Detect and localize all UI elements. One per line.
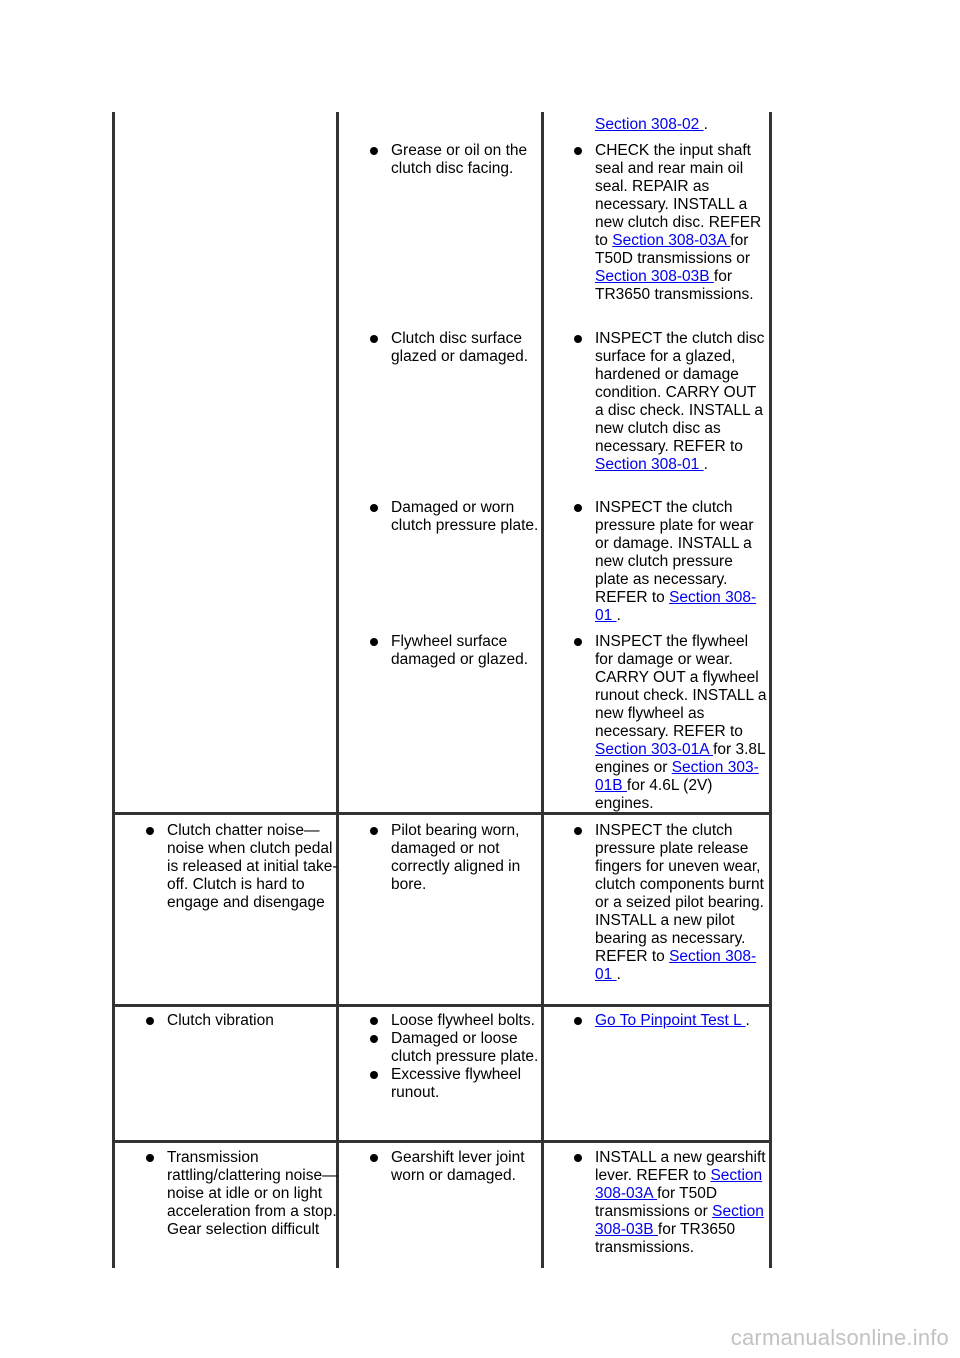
cell-text: Loose flywheel bolts. [391,1012,535,1029]
actions-list-item [566,142,769,304]
causes-list-item [362,1030,540,1066]
causes-list-item [362,1066,540,1102]
causes-list [362,822,540,894]
symptom-list-item [138,822,338,912]
section-link[interactable]: Section 308-02 [595,116,704,133]
section-link[interactable]: Section 308-01 [595,948,757,983]
cell-text: for T50D transmissions or [595,232,751,267]
cell-actions [566,330,769,474]
cell-text: Grease or oil on the clutch disc facing. [391,142,528,177]
table-border-left [112,112,115,1268]
causes-list [362,1012,540,1102]
cell-text: for TR3650 transmissions. [595,1221,736,1256]
cell-causes [362,1149,540,1185]
cell-symptom [138,1149,338,1239]
causes-list-item [362,1012,540,1030]
cell-actions [566,116,769,134]
cell-text: . [703,116,708,133]
cell-actions [566,1149,769,1257]
cell-actions [566,1012,769,1030]
bullet-icon [370,1035,378,1043]
cell-causes [362,142,540,178]
section-link[interactable]: Section 308-01 [595,589,757,624]
section-link[interactable]: Section 308-01 [595,456,704,473]
section-link[interactable]: Section 308-03B [595,1203,764,1238]
cell-actions [566,633,769,813]
cell-text: Gearshift lever joint worn or damaged. [391,1149,525,1184]
bullet-icon [146,1154,154,1162]
cell-causes [362,822,540,894]
bullet-icon [370,1017,378,1025]
actions-list [566,499,769,625]
bullet-icon [574,1154,582,1162]
actions-list-item [566,633,769,813]
bullet-icon [574,504,582,512]
bullet-icon [370,638,378,646]
bullet-icon [574,638,582,646]
actions-list [566,822,769,984]
section-link[interactable]: Section 303-01A [595,741,714,758]
cell-text: for TR3650 transmissions. [595,268,754,303]
symptom-list [138,822,338,912]
actions-list-item [566,1012,769,1030]
bullet-icon [574,1017,582,1025]
row-divider-3 [112,1140,772,1143]
actions-list-item [566,116,769,134]
actions-list-item [566,499,769,625]
causes-list-item [362,633,540,669]
cell-text: Pilot bearing worn, damaged or not correctly aligned in bore. [391,822,521,893]
causes-list-item [362,1149,540,1185]
cell-text: for 4.6L (2V) engines. [595,777,713,812]
actions-list [566,1149,769,1257]
section-link[interactable]: Section 308-03A [612,232,731,249]
cell-symptom [138,822,338,912]
actions-list [566,116,769,134]
cell-text: CHECK the input shaft seal and rear main oil seal. REPAIR as necessary. INSTALL a new clutch disc. REFER to [595,142,762,249]
cell-text: Flywheel surface damaged or glazed. [391,633,529,668]
cell-actions [566,142,769,304]
causes-list-item [362,330,540,366]
actions-list [566,142,769,304]
watermark: carmanualsonline.info [730,1325,949,1350]
row-divider-2 [112,1004,772,1007]
cell-text: Clutch disc surface glazed or damaged. [391,330,529,365]
bullet-icon [370,504,378,512]
cell-text: INSPECT the flywheel for damage or wear. CARRY OUT a flywheel runout check. INSTALL a new flywheel as necessary. REFER to [595,633,767,740]
cell-actions [566,822,769,984]
bullet-icon [370,335,378,343]
bullet-icon [146,1017,154,1025]
bullet-icon [370,1071,378,1079]
section-link[interactable]: Section 308-03B [595,268,714,285]
bullet-icon [574,335,582,343]
bullet-icon [370,147,378,155]
cell-causes [362,330,540,366]
actions-list [566,330,769,474]
table-border-right [769,112,772,1268]
cell-text: Clutch vibration [167,1012,274,1029]
cell-causes [362,633,540,669]
cell-text: Damaged or worn clutch pressure plate. [391,499,539,534]
cell-text: for T50D transmissions or [595,1185,718,1220]
causes-list-item [362,822,540,894]
cell-text: INSPECT the clutch pressure plate for wear or damage. INSTALL a new clutch pressure plate as necessary. REFER to [595,499,754,606]
cell-text: INSPECT the clutch disc surface for a glazed, hardened or damage condition. CARRY OUT a disc check. INSTALL a new clutch disc as necessary. REFER to [595,330,765,455]
bullet-icon [574,147,582,155]
actions-list-item [566,1149,769,1257]
column-divider-2 [541,112,544,1268]
cell-text: . [616,607,621,624]
cell-text: INSTALL a new gearshift lever. REFER to [595,1149,766,1184]
actions-list [566,1012,769,1030]
causes-list [362,330,540,366]
cell-text: Clutch chatter noise—noise when clutch pedal is released at initial take-off. Clutch is hard to engage and disengage [167,822,338,911]
causes-list [362,1149,540,1185]
column-divider-1 [336,112,339,1268]
cell-text: . [745,1012,750,1029]
bullet-icon [146,827,154,835]
causes-list-item [362,499,540,535]
cell-text: . [616,966,621,983]
actions-list [566,633,769,813]
section-link[interactable]: Section 303-01B [595,759,759,794]
bullet-icon [370,827,378,835]
actions-list-item [566,330,769,474]
cell-actions [566,499,769,625]
symptom-list-item [138,1012,338,1030]
causes-list [362,499,540,535]
causes-list [362,633,540,669]
cell-symptom [138,1012,338,1030]
cell-text: Damaged or loose clutch pressure plate. [391,1030,539,1065]
symptom-list [138,1149,338,1239]
bullet-icon [574,827,582,835]
actions-list-item [566,822,769,984]
cell-text: INSPECT the clutch pressure plate release fingers for uneven wear, clutch components burnt or a seized pilot bearing. INSTALL a new pilot bearing as necessary. REFER to [595,822,764,965]
cell-text: Transmission rattling/clattering noise—noise at idle or on light acceleration from a stop. Gear selection difficult [167,1149,338,1238]
causes-list-item [362,142,540,178]
section-link[interactable]: Go To Pinpoint Test L [595,1012,746,1029]
symptom-list [138,1012,338,1030]
section-link[interactable]: Section 308-03A [595,1167,763,1202]
cell-causes [362,1012,540,1102]
cell-text: for 3.8L engines or [595,741,766,776]
cell-text: Excessive flywheel runout. [391,1066,522,1101]
symptom-list-item [138,1149,338,1239]
cell-text: . [703,456,708,473]
causes-list [362,142,540,178]
cell-causes [362,499,540,535]
bullet-icon [370,1154,378,1162]
